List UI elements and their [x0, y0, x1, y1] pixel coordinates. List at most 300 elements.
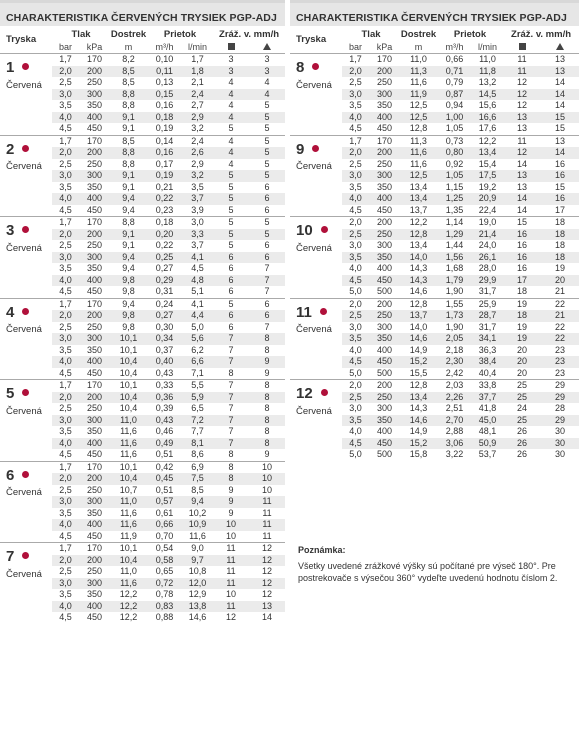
table-row [0, 54, 285, 66]
header-dostrek: Dostrek [110, 29, 147, 40]
table-cell: 18 [541, 217, 579, 229]
table-cell: 10,4 [110, 356, 147, 368]
table-cell: 13 [503, 112, 541, 124]
table-row [0, 543, 285, 555]
nozzle-number: 2 [6, 140, 15, 158]
table-cell: 3,0 [342, 89, 369, 101]
table-cell: 4,5 [342, 275, 369, 287]
nozzle-number: 6 [6, 466, 15, 484]
table-cell: 1,7 [52, 461, 79, 473]
table-cell: 0,79 [445, 77, 464, 87]
table-cell: 4,5 [191, 263, 204, 273]
nozzle-number: 11 [296, 303, 312, 321]
table-cell: 19,0 [472, 217, 503, 229]
table-cell: 11 [213, 601, 249, 613]
table-cell: 14,9 [409, 426, 428, 436]
table-cell: 3,3 [182, 229, 213, 241]
table-cell: 3,06 [437, 438, 472, 450]
table-cell: 12 [226, 612, 237, 622]
table-cell: 2,0 [342, 380, 369, 392]
table-cell: 5,6 [182, 333, 213, 345]
table-cell: 17,5 [472, 170, 503, 182]
table-cell: 250 [86, 77, 103, 87]
table-cell: 2,0 [342, 298, 369, 310]
table-cell: 0,25 [147, 252, 182, 264]
table-cell: 15,2 [400, 438, 437, 450]
table-cell: 2,0 [52, 310, 79, 322]
table-cell: 21 [541, 310, 579, 322]
table-cell: 5,9 [182, 392, 213, 404]
table-cell: 14,5 [472, 89, 503, 101]
table-cell: 4,1 [182, 252, 213, 264]
table-cell: 11,9 [400, 89, 437, 101]
table-cell: 300 [79, 89, 110, 101]
table-cell: 11 [262, 507, 272, 518]
table-cell: 0,34 [147, 333, 182, 345]
table-cell: 29 [541, 392, 579, 404]
table-cell: 3,5 [349, 181, 362, 192]
table-cell: 3,5 [59, 507, 72, 518]
square-icon [519, 43, 526, 50]
table-cell: 6 [264, 240, 270, 250]
table-cell: 12 [503, 147, 541, 159]
table-cell: 15,8 [409, 449, 428, 459]
table-cell: 17 [555, 204, 566, 215]
table-cell: 0,23 [155, 204, 174, 215]
table-cell: 6 [249, 252, 285, 264]
table-cell: 1,7 [52, 217, 79, 229]
table-cell: 500 [376, 449, 393, 459]
table-cell: 2,03 [437, 380, 472, 392]
table-cell: 13,7 [400, 310, 437, 322]
table-cell: 6 [213, 275, 249, 287]
table-cell: 450 [86, 204, 103, 215]
table-cell: 14 [517, 158, 528, 169]
table-cell: 9,4 [122, 263, 135, 273]
table-cell: 1,7 [342, 135, 369, 147]
table-cell: 0,45 [147, 473, 182, 485]
table-cell: 0,54 [147, 543, 182, 555]
table-cell: 10,1 [110, 543, 147, 555]
table-cell: 4 [228, 158, 234, 169]
nozzle-cell [290, 217, 342, 299]
table-cell: 0,40 [147, 356, 182, 368]
table-cell: 8,2 [110, 54, 147, 66]
table-cell: 10,4 [110, 473, 147, 485]
table-cell: 3,9 [191, 204, 204, 215]
table-cell: 9,4 [110, 193, 147, 205]
table-cell: 0,71 [437, 66, 472, 78]
table-cell: 9,8 [122, 286, 135, 296]
table-cell: 20 [517, 344, 528, 355]
red-dot-icon [312, 63, 319, 70]
table-cell: 5 [249, 112, 285, 124]
table-cell: 12,5 [400, 112, 437, 124]
table-cell: 0,57 [147, 496, 182, 508]
table-cell: 10,4 [110, 555, 147, 567]
table-cell: 10,1 [110, 461, 147, 473]
table-cell: 200 [79, 310, 110, 322]
unit-m: m [400, 40, 437, 54]
nozzle-color: Červená [6, 568, 42, 580]
table-cell: 8 [249, 415, 285, 427]
table-cell: 0,39 [155, 403, 174, 413]
table-cell: 14,6 [188, 612, 207, 622]
table-cell: 4 [213, 147, 249, 159]
table-cell: 10,2 [188, 507, 207, 518]
table-cell: 0,22 [147, 193, 182, 205]
table-cell: 6 [249, 310, 285, 322]
table-cell: 3,5 [349, 100, 362, 110]
table-cell: 12,5 [409, 100, 428, 110]
table-cell: 350 [369, 333, 400, 345]
nozzle-number: 7 [6, 548, 15, 565]
table-cell: 450 [369, 438, 400, 450]
table-cell: 9,1 [110, 112, 147, 124]
table-cell: 5 [213, 170, 249, 182]
table-cell: 4 [213, 135, 249, 147]
table-row [0, 217, 285, 229]
table-cell: 9,8 [110, 310, 147, 322]
table-cell: 16 [541, 170, 579, 182]
table-cell: 12,8 [409, 123, 428, 133]
table-cell: 400 [376, 426, 393, 436]
table-cell: 450 [369, 356, 400, 368]
table-cell: 4,0 [349, 426, 362, 436]
table-cell: 23 [541, 356, 579, 368]
table-cell: 4,5 [59, 204, 72, 215]
table-cell: 300 [376, 240, 393, 250]
table-cell: 37,7 [472, 392, 503, 404]
table-cell: 14 [541, 147, 579, 159]
table-cell: 9,1 [122, 240, 135, 250]
table-row [0, 461, 285, 473]
table-cell: 8 [228, 449, 234, 459]
table-cell: 7 [213, 333, 249, 345]
table-cell: 0,37 [155, 344, 174, 355]
table-cell: 17,6 [478, 123, 497, 133]
unit-bar: bar [52, 40, 79, 54]
table-cell: 300 [79, 496, 110, 508]
table-cell: 8 [264, 403, 270, 413]
table-cell: 10,9 [182, 519, 213, 531]
table-cell: 450 [376, 204, 393, 215]
table-cell: 5 [264, 158, 270, 169]
table-cell: 19,2 [478, 181, 497, 192]
table-cell: 6 [264, 204, 270, 215]
table-cell: 7 [264, 321, 270, 332]
table-cell: 14,3 [409, 263, 428, 273]
table-cell: 10 [262, 484, 273, 495]
table-cell: 10 [226, 589, 237, 599]
table-cell: 0,51 [155, 449, 174, 459]
table-cell: 4,5 [59, 123, 72, 133]
table-cell: 2,88 [445, 426, 464, 436]
table-cell: 3,0 [342, 170, 369, 182]
nozzle-table-right [290, 26, 579, 461]
table-cell: 300 [369, 89, 400, 101]
table-cell: 31,7 [478, 321, 497, 332]
nozzle-color: Červená [6, 242, 42, 254]
red-dot-icon [22, 145, 29, 152]
table-cell: 6 [228, 263, 234, 273]
table-cell: 14,0 [400, 252, 437, 264]
table-cell: 17 [503, 275, 541, 287]
table-cell: 1,44 [445, 240, 464, 250]
table-cell: 2,0 [342, 147, 369, 159]
table-cell: 170 [369, 54, 400, 66]
triangle-icon [556, 43, 564, 50]
table-cell: 9,4 [182, 496, 213, 508]
table-cell: 4,0 [349, 344, 362, 355]
table-cell: 450 [86, 612, 103, 622]
table-cell: 20,9 [472, 193, 503, 205]
table-cell: 1,05 [445, 123, 464, 133]
table-cell: 4,0 [349, 263, 362, 273]
table-cell: 13 [517, 181, 528, 192]
table-cell: 7 [228, 403, 234, 413]
table-cell: 9,1 [110, 229, 147, 241]
table-cell: 7,7 [191, 426, 204, 436]
table-cell: 0,51 [155, 484, 174, 495]
table-cell: 3,5 [342, 252, 369, 264]
table-cell: 200 [79, 392, 110, 404]
table-cell: 200 [369, 147, 400, 159]
table-cell: 2,0 [52, 229, 79, 241]
table-cell: 0,78 [155, 589, 174, 599]
table-cell: 6 [249, 298, 285, 310]
table-cell: 3,5 [191, 181, 204, 192]
table-cell: 250 [86, 403, 103, 413]
table-cell: 2,5 [59, 77, 72, 87]
red-dot-icon [22, 63, 29, 70]
table-cell: 0,70 [155, 530, 174, 541]
table-cell: 450 [86, 123, 103, 133]
table-cell: 9,7 [182, 555, 213, 567]
table-cell: 11,0 [110, 415, 147, 427]
table-cell: 12,8 [400, 229, 437, 241]
table-cell: 8 [249, 392, 285, 404]
nozzle-color: Červená [6, 161, 42, 172]
table-cell: 400 [79, 275, 110, 287]
table-cell: 200 [79, 147, 110, 159]
table-cell: 2,9 [182, 112, 213, 124]
table-cell: 10,1 [110, 380, 147, 392]
table-cell: 11,0 [120, 566, 137, 576]
table-cell: 2,70 [437, 415, 472, 427]
table-cell: 2,0 [342, 66, 369, 78]
table-cell: 11 [503, 135, 541, 147]
table-cell: 2,5 [349, 77, 362, 87]
header-tryska: Tryska [290, 26, 342, 54]
table-cell: 4,5 [342, 438, 369, 450]
table-cell: 1,68 [445, 263, 464, 273]
nozzle-color: Červená [296, 161, 332, 172]
table-cell: 2,0 [342, 217, 369, 229]
nozzle-number: 5 [6, 385, 15, 402]
table-cell: 4 [249, 89, 285, 101]
table-cell: 2,0 [52, 555, 79, 567]
table-cell: 0,43 [155, 367, 174, 378]
table-cell: 0,20 [147, 229, 182, 241]
table-cell: 170 [79, 217, 110, 229]
table-cell: 13 [503, 170, 541, 182]
table-cell: 15 [555, 181, 566, 192]
table-row [0, 135, 285, 147]
table-cell: 19 [503, 333, 541, 345]
table-cell: 4,0 [52, 193, 79, 205]
table-cell: 2,0 [52, 392, 79, 404]
table-cell: 4 [213, 112, 249, 124]
table-cell: 200 [369, 380, 400, 392]
table-cell: 2,18 [445, 344, 464, 355]
table-cell: 350 [369, 415, 400, 427]
table-cell: 14,3 [409, 403, 428, 413]
table-cell: 7 [249, 275, 285, 287]
table-cell: 0,80 [437, 147, 472, 159]
nozzle-number: 1 [6, 59, 15, 76]
nozzle-color: Červená [6, 405, 42, 417]
table-cell: 2,5 [59, 240, 72, 250]
table-cell: 28,0 [478, 263, 497, 273]
table-cell: 12,5 [400, 170, 437, 182]
table-cell: 5,0 [191, 321, 204, 332]
table-cell: 4,0 [52, 519, 79, 531]
table-cell: 8 [249, 438, 285, 450]
table-cell: 25 [503, 415, 541, 427]
table-cell: 18 [541, 252, 579, 264]
table-cell: 0,92 [445, 158, 464, 169]
table-cell: 14,9 [409, 344, 428, 355]
table-cell: 6 [264, 181, 270, 192]
table-cell: 23 [555, 367, 566, 378]
table-cell: 10 [213, 519, 249, 531]
table-cell: 0,27 [147, 310, 182, 322]
table-cell: 41,8 [478, 403, 497, 413]
table-cell: 3,5 [59, 100, 72, 110]
table-cell: 8,5 [122, 77, 135, 87]
table-cell: 6,6 [182, 356, 213, 368]
table-cell: 2,9 [191, 158, 204, 169]
table-cell: 400 [79, 601, 110, 613]
table-cell: 400 [79, 519, 110, 531]
table-cell: 36,3 [478, 344, 497, 355]
table-cell: 3,0 [349, 240, 362, 250]
table-cell: 8,8 [110, 89, 147, 101]
table-cell: 7 [228, 426, 234, 436]
nozzle-color: Červená [296, 79, 332, 91]
table-cell: 9,4 [110, 252, 147, 264]
table-cell: 9 [228, 484, 234, 495]
table-cell: 6 [228, 286, 234, 296]
table-cell: 0,29 [147, 275, 182, 287]
table-cell: 20 [541, 275, 579, 287]
table-cell: 8,8 [122, 158, 135, 169]
table-cell: 0,30 [155, 321, 174, 332]
table-cell: 20 [517, 367, 528, 378]
table-cell: 250 [369, 229, 400, 241]
table-cell: 1,35 [445, 204, 464, 215]
table-cell: 16 [555, 158, 566, 169]
table-cell: 3,0 [52, 170, 79, 182]
table-cell: 3,7 [191, 240, 204, 250]
table-cell: 0,22 [155, 240, 174, 250]
table-cell: 400 [376, 344, 393, 355]
nozzle-color: Červená [296, 242, 332, 254]
nozzle-cell [0, 543, 52, 624]
table-cell: 5,5 [182, 380, 213, 392]
table-cell: 28 [555, 403, 566, 413]
table-cell: 12 [249, 578, 285, 590]
table-cell: 9,8 [122, 321, 135, 332]
red-dot-icon [320, 308, 327, 315]
table-row [290, 217, 579, 229]
table-cell: 0,27 [155, 263, 174, 273]
table-cell: 1,29 [437, 229, 472, 241]
table-cell: 3,0 [52, 415, 79, 427]
table-cell: 0,11 [147, 66, 182, 78]
table-cell: 5 [249, 170, 285, 182]
nozzle-number: 12 [296, 385, 313, 402]
table-cell: 11,6 [110, 438, 147, 450]
table-cell: 450 [369, 275, 400, 287]
table-cell: 3,2 [182, 170, 213, 182]
table-cell: 9,1 [110, 170, 147, 182]
table-cell: 1,7 [182, 54, 213, 66]
table-cell: 2,0 [52, 473, 79, 485]
table-cell: 28,7 [472, 310, 503, 322]
nozzle-cell [0, 54, 52, 136]
table-cell: 18 [555, 240, 566, 250]
table-cell: 15 [555, 123, 566, 133]
table-cell: 0,36 [147, 392, 182, 404]
table-cell: 11 [262, 530, 272, 541]
right-table-panel [290, 0, 579, 461]
table-cell: 13,2 [478, 77, 497, 87]
table-cell: 10,4 [119, 367, 138, 378]
table-cell: 1,56 [437, 252, 472, 264]
header-dostrek: Dostrek [400, 29, 437, 40]
note-text: Všetky uvedené zrážkové výšky sú počítané pre výseč 180°. Pre postrekovače s výsečou 360° vydeľte uvedenú hodnotu číslom 2. [298, 561, 558, 583]
table-cell: 7,2 [182, 415, 213, 427]
table-cell: 13,4 [409, 240, 428, 250]
table-cell: 1,15 [445, 181, 464, 192]
table-cell: 29 [541, 380, 579, 392]
panel-title: CHARAKTERISTIKA ČERVENÝCH TRYSIEK PGP-ADJ [290, 0, 579, 26]
table-cell: 250 [369, 310, 400, 322]
table-cell: 24 [517, 403, 528, 413]
unit-kpa: kPa [369, 40, 400, 54]
table-cell: 7 [264, 263, 270, 273]
table-cell: 12,2 [110, 601, 147, 613]
table-cell: 9,0 [182, 543, 213, 555]
table-cell: 12,2 [119, 612, 138, 622]
nozzle-cell [0, 461, 52, 543]
table-cell: 16 [541, 193, 579, 205]
table-cell: 3,2 [191, 123, 204, 133]
table-cell: 16 [503, 229, 541, 241]
table-cell: 6,5 [191, 403, 204, 413]
table-cell: 48,1 [478, 426, 497, 436]
table-cell: 13,4 [400, 392, 437, 404]
table-cell: 250 [86, 240, 103, 250]
table-cell: 10,1 [110, 333, 147, 345]
table-cell: 11 [213, 578, 249, 590]
table-cell: 10,1 [119, 344, 138, 355]
red-dot-icon [22, 308, 29, 315]
table-cell: 5 [249, 229, 285, 241]
table-cell: 29,9 [472, 275, 503, 287]
